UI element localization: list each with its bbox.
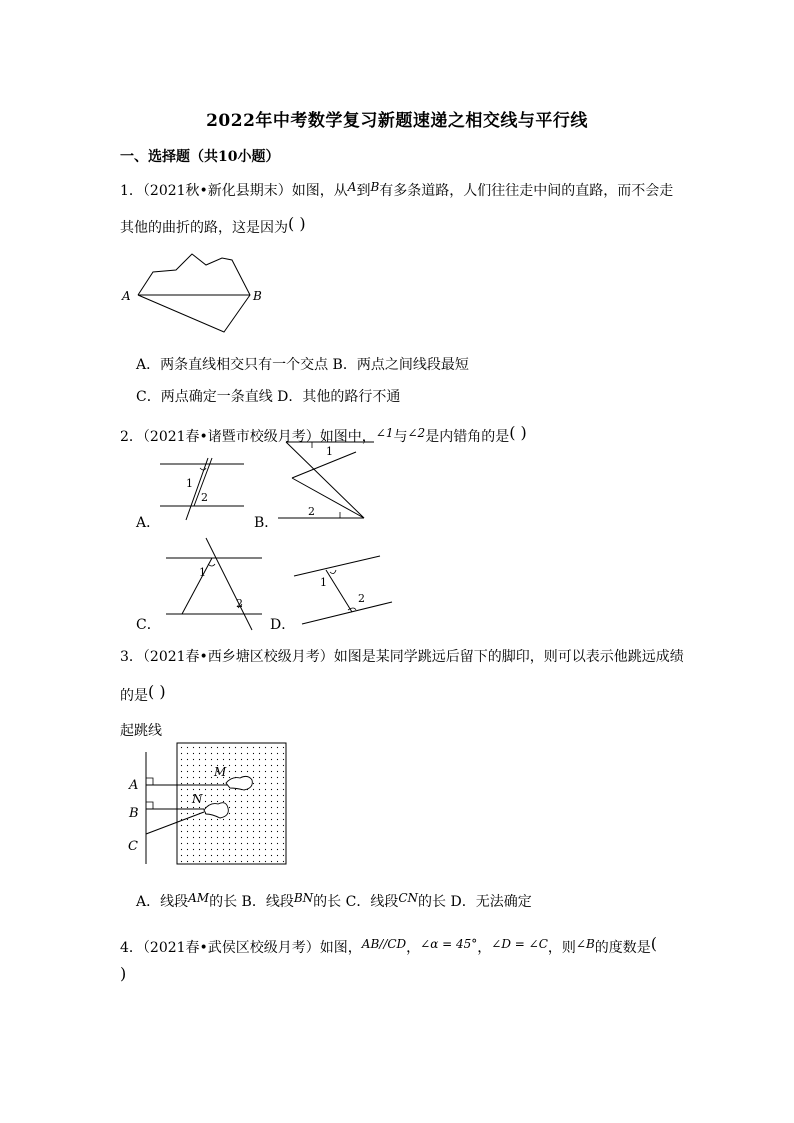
q2-figure-a xyxy=(160,458,245,520)
svg-text:2: 2 xyxy=(308,505,315,518)
question-3-line-1: 3．（2021春•西乡塘区校级月考）如图是某同学跳远后留下的脚印，则可以表示他跳远成绩 xyxy=(120,649,684,665)
q3-options: A．线段AM的长 B．线段BN的长 C．线段CN的长 D．无法确定 xyxy=(136,891,532,910)
svg-text:A: A xyxy=(129,778,139,793)
road-paths xyxy=(138,254,250,332)
svg-text:1: 1 xyxy=(199,566,206,579)
q1-options-row-1: A．两条直线相交只有一个交点 B．两点之间线段最短 xyxy=(136,357,469,373)
answer-paren: ( ) xyxy=(148,682,166,701)
q1-label-b: B xyxy=(253,289,262,303)
q2-option-d: D． xyxy=(270,617,296,633)
q1-label-a: A xyxy=(122,289,131,303)
question-4-line-1: 4．（2021春•武侯区校级月考）如图，AB//CD，∠α = 45°，∠D = ∠C，则∠B的度数是( xyxy=(120,934,658,956)
q1-point-b: B xyxy=(370,180,380,194)
q2-option-b: B． xyxy=(254,515,279,531)
question-2-line: 2．（2021春•诸暨市校级月考）如图中，∠1与∠2是内错角的是( ) xyxy=(120,423,527,445)
q3-fig-label: 起跳线 xyxy=(120,723,162,739)
svg-text:M: M xyxy=(214,765,227,779)
section-heading: 一、选择题（共10小题） xyxy=(120,149,280,165)
svg-text:1: 1 xyxy=(320,576,327,589)
svg-text:1: 1 xyxy=(326,445,333,458)
svg-text:2: 2 xyxy=(358,592,365,605)
svg-text:2: 2 xyxy=(236,597,243,610)
question-3-line-2: 的是( ) xyxy=(120,682,166,704)
q2-option-c: C． xyxy=(136,617,161,633)
q2-option-a: A． xyxy=(136,515,161,531)
q1-options-row-2: C．两点确定一条直线 D．其他的路行不通 xyxy=(136,389,401,405)
q2-figure-d xyxy=(294,554,394,624)
q2-figure-c xyxy=(166,538,266,630)
svg-text:1: 1 xyxy=(186,477,193,490)
svg-text:2: 2 xyxy=(201,491,208,504)
page-title: 2022年中考数学复习新题速递之相交线与平行线 xyxy=(206,111,588,131)
q3-figure xyxy=(120,740,292,868)
svg-text:C: C xyxy=(128,839,138,854)
q1-figure xyxy=(118,250,278,340)
q2-figure-b xyxy=(278,438,378,522)
svg-text:N: N xyxy=(192,792,203,806)
question-1-line-1: 1．（2021秋•新化县期末）如图，从A到B有多条道路，人们往往走中间的直路，而不会走 xyxy=(120,180,674,199)
answer-paren: ( ) xyxy=(509,423,527,442)
q1-point-a: A xyxy=(347,180,357,194)
question-4-line-2: ) xyxy=(120,964,127,983)
question-1-line-2: 其他的曲折的路，这是因为( ) xyxy=(120,214,306,236)
svg-text:B: B xyxy=(129,806,139,821)
answer-paren: ( ) xyxy=(288,214,306,233)
